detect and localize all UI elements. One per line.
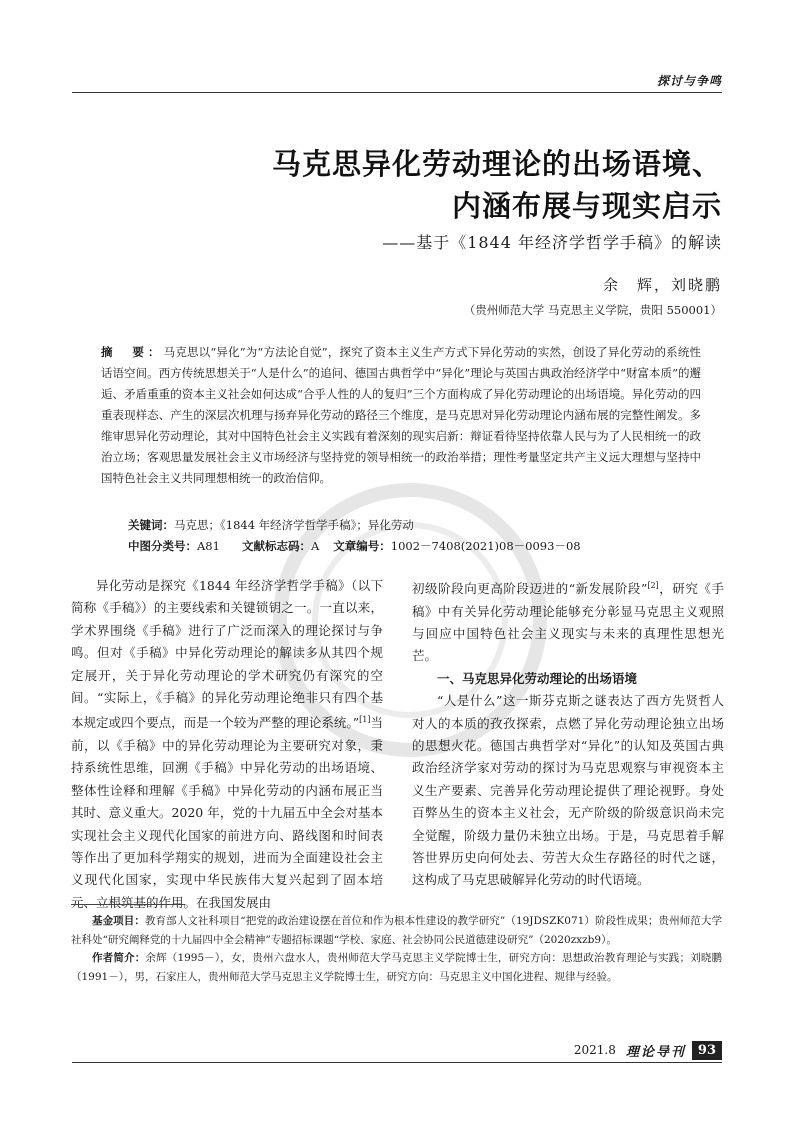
funding-label: 基金项目： [92,915,145,927]
funding-text: 教育部人文社科项目“把党的政治建设摆在首位和作为根本性建设的教学研究”（19JDSZK071）阶段性成果；贵州师范大学社科处“研究阐释党的十九届四中全会精神”专题招标课题“学校、家庭、社会协同公民道德建设研究”（2020zxzb9）。 [71,915,722,946]
footnotes [71,912,722,986]
citation-ref: [1] [359,715,371,725]
author-bio-text: 余辉（1995－），女，贵州六盘水人，贵州师范大学马克思主义学院博士生，研究方向：思想政治教育理论与实践；刘晓鹏（1991－），男，石家庄人，贵州师范大学马克思主义学院博士生，研究方向：马克思主义中国化进程、规律与经验。 [71,952,722,983]
keywords-label: 关键词： [128,518,174,532]
abstract-label: 摘 要： [101,345,164,359]
body-text: 初级阶段向更高阶段迈进的“新发展阶段” [412,581,648,597]
body-paragraph: “人是什么”这一斯芬克斯之谜表达了西方先贤哲人对人的本质的孜孜探索，点燃了异化劳动理论独立出场的思想火花。德国古典哲学对“异化”的认知及英国古典政治经济学家对劳动的探讨为马克思观察与审视资本主义生产要素、完善异化劳动理论提供了理论视野。身处百弊丛生的资本主义社会，无产阶级的阶级意识尚未完全觉醒，阶级力量仍未独立出场。于是，马克思着手解答世界历史向何处去、劳苦大众生存路径的时代之谜，这构成了马克思破解异化劳动的时代语境。 [412,693,724,888]
abstract-text: 马克思以“异化”为“方法论自觉”，探究了资本主义生产方式下异化劳动的实然，创设了异化劳动的系统性话语空间。西方传统思想关于“人是什么”的追问、德国古典哲学中“异化”理论与英国古典政治经济学中“财富本质”的邂逅、矛盾重重的资本主义社会如何达成“合乎人性的人的复归”三个方面构成了异化劳动理论的出场语境。异化劳动的四重表现样态、产生的深层次机理与扬弃异化劳动的路径三个维度，是马克思对异化劳动理论内涵布展的完整性阐发。多维审思异化劳动理论，其对中国特色社会主义实践有着深刻的现实启新：辩证看待坚持依靠人民与为了人民相统一的政治立场；客观思量发展社会主义市场经济与坚持党的领导相统一的政治举措；理性考量坚定共产主义远大理想与坚持中国特色社会主义共同理想相统一的政治信仰。 [101,345,702,485]
keywords-text: 马克思；《1844 年经济学哲学手稿》；异化劳动 [174,518,414,532]
body-text: 异化劳动是探究《1844 年经济学哲学手稿》（以下简称《手稿》）的主要线索和关键锁钥之一。一直以来，学术界围绕《手稿》进行了广泛而深入的理论探讨与争鸣。但对《手稿》中异化劳动理论的解读多从其四个规定展开，关于异化劳动理论的学术研究仍有深究的空间。“实际上，《手稿》的异化劳动理论绝非只有四个基本规定或四个要点，而是一个较为严整的理论系统。” [71,578,383,731]
journal-name: 理论导刊 [625,1044,686,1060]
abstract [101,342,701,489]
body-left-column [71,575,383,914]
article-title-line1: 马克思异化劳动理论的出场语境、 [271,147,722,181]
article-subtitle: ——基于《1844 年经济学哲学手稿》的解读 [382,233,722,252]
body-paragraph [71,575,383,914]
body-right-column [412,575,724,892]
section-heading: 一、马克思异化劳动理论的出场语境 [437,670,638,686]
funding-note [71,912,722,949]
body-paragraph [412,575,724,668]
author-bio-label: 作者简介： [92,952,146,964]
footnote-rule [71,904,185,905]
section-tag: 探讨与争鸣 [656,74,722,88]
affiliation: （贵州师范大学 马克思主义学院，贵阳 550001） [463,303,722,317]
clc-label: 中图分类号： [128,539,197,553]
authors: 余 辉，刘晓鹏 [602,276,722,294]
page-number: 93 [692,1041,722,1060]
issue-date: 2021.8 [573,1043,616,1057]
citation-ref: [2] [647,581,659,590]
body-text: ，研究《手稿》中有关异化劳动理论能够充分彰显马克思主义观照与回应中国特色社会主义现实与未来的真理性思想光芒。 [412,581,724,664]
header-rule [72,92,722,93]
keywords [128,517,414,533]
page-footer [574,1038,722,1062]
doc-code-value: A [310,539,320,553]
author-bio [71,949,722,986]
body-text: 当前，以《手稿》中的异化劳动理论为主要研究对象，秉持系统性思维，回溯《手稿》中异化劳动的出场语境、整体性诠释和理解《手稿》中异化劳动的内涵布展正当其时、意义重大。2020 年，党的十九届五中全会对基本实现社会主义现代化国家的前进方向、路线图和时间表等作出了更加科学翔实的规划，进而为全面建设社会主义现代化国家，实现中华民族伟大复兴起到了固本培元、立根筑基的作用。在我国发展由 [71,715,383,910]
doc-code-label: 文献标志码： [241,539,311,553]
clc-value: A81 [197,539,220,553]
article-title-line2: 内涵布展与现实启示 [451,189,722,223]
footer-rule [72,1062,722,1063]
classification-line [128,538,581,554]
article-number-label: 文章编号： [333,539,391,553]
article-number-value: 1002－7408(2021)08－0093－08 [390,539,581,553]
